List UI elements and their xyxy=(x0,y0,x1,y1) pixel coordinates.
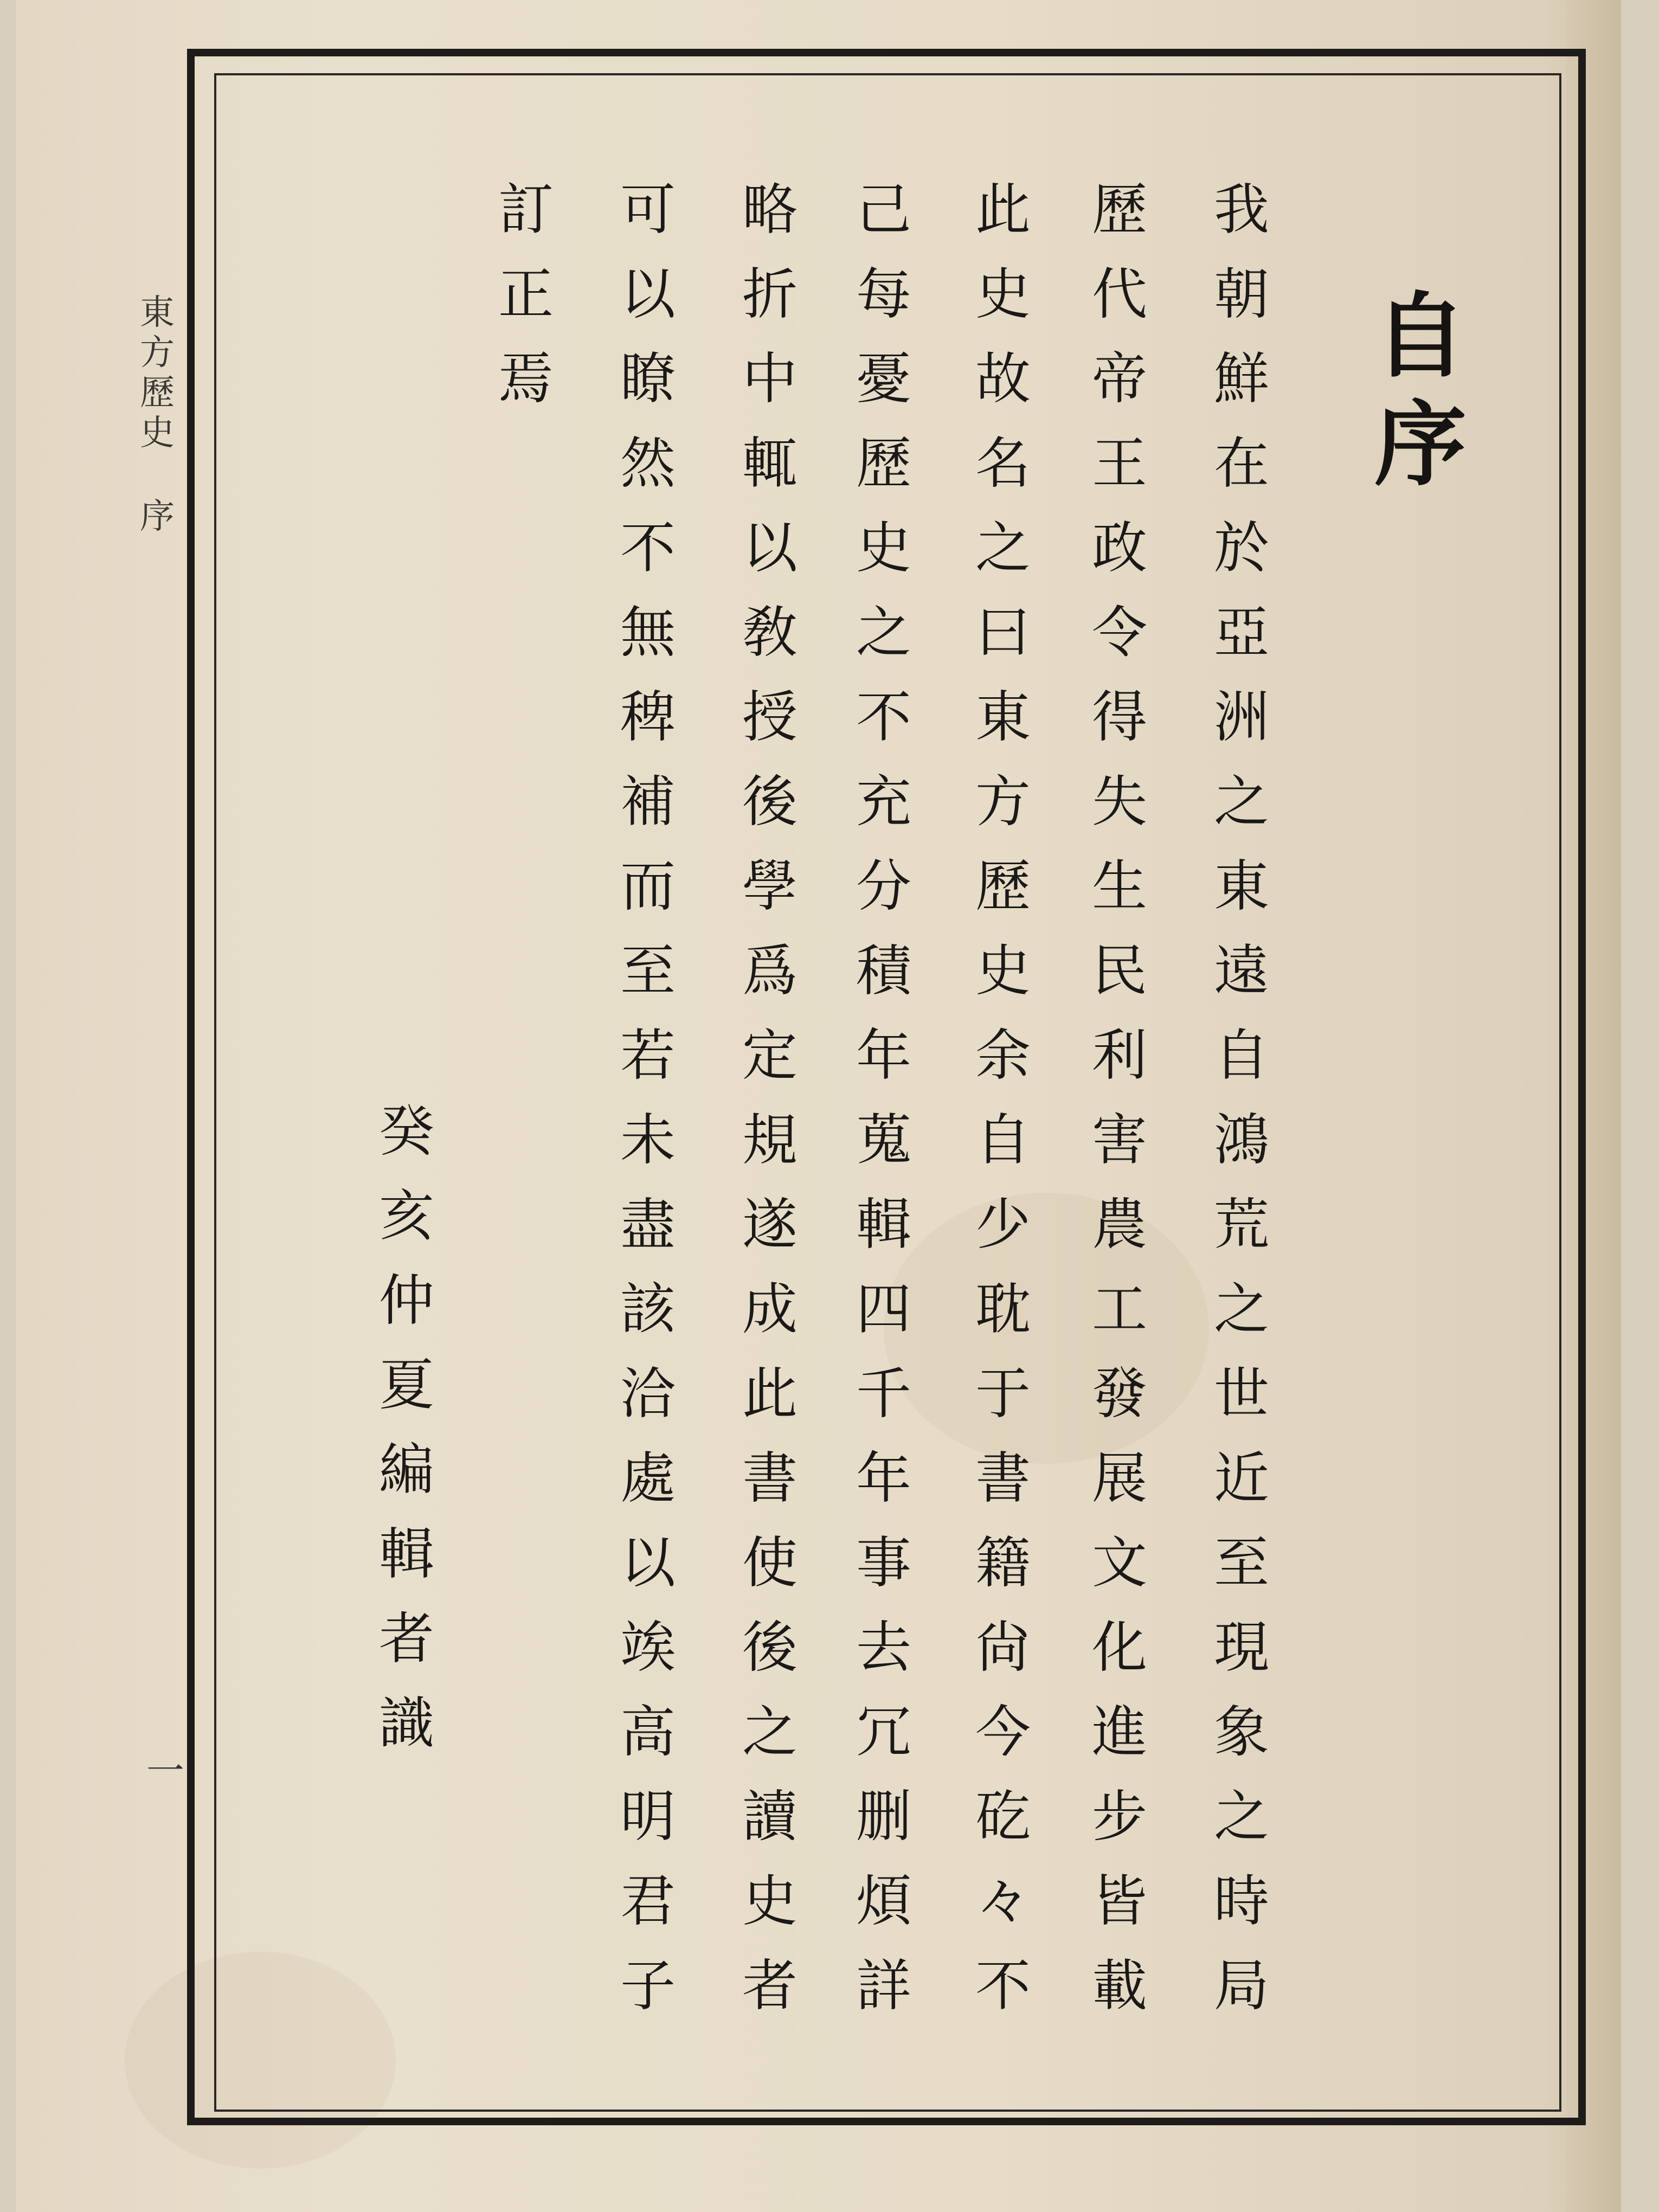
running-title-char: 東 xyxy=(140,293,175,333)
text-column-2 xyxy=(1076,168,1163,2029)
text-char: 後 xyxy=(742,770,798,834)
text-char: 我 xyxy=(1214,178,1269,242)
text-char: 工 xyxy=(1092,1277,1147,1342)
text-char: 東 xyxy=(1214,854,1269,919)
text-char: 每 xyxy=(856,262,911,327)
text-char: 史 xyxy=(742,1869,798,1934)
text-char: 以 xyxy=(742,516,798,581)
text-char: 洲 xyxy=(1214,685,1269,750)
text-char: 失 xyxy=(1092,770,1147,834)
text-column-7 xyxy=(483,168,569,422)
text-char: 年 xyxy=(856,1024,911,1088)
text-char: 耽 xyxy=(975,1277,1031,1342)
text-char: 今 xyxy=(975,1700,1031,1765)
text-char: 成 xyxy=(742,1277,798,1342)
text-char: 仲 xyxy=(379,1269,434,1333)
text-char: 方 xyxy=(975,770,1031,834)
text-char: 史 xyxy=(975,939,1031,1004)
text-char: 此 xyxy=(975,178,1031,242)
text-char: 無 xyxy=(620,601,676,665)
text-char: 史 xyxy=(975,262,1031,327)
text-char: 瞭 xyxy=(620,347,676,411)
text-char: 書 xyxy=(975,1446,1031,1511)
text-char: 不 xyxy=(856,685,911,750)
text-char: 輒 xyxy=(742,432,798,496)
text-char: 之 xyxy=(856,601,911,665)
text-char: 己 xyxy=(856,178,911,242)
text-char: 歷 xyxy=(856,432,911,496)
text-char: 曰 xyxy=(975,601,1031,665)
text-char: 明 xyxy=(620,1785,676,1849)
text-char: 折 xyxy=(742,262,798,327)
text-char: 盡 xyxy=(620,1193,676,1257)
text-char: 未 xyxy=(620,1108,676,1173)
text-char: 文 xyxy=(1092,1531,1147,1596)
text-char: 余 xyxy=(975,1024,1031,1088)
text-char: 使 xyxy=(742,1531,798,1596)
text-char: 鴻 xyxy=(1214,1108,1269,1173)
text-char: 尙 xyxy=(975,1616,1031,1680)
text-char: 自 xyxy=(1214,1024,1269,1088)
text-char: 後 xyxy=(742,1616,798,1680)
text-char: 世 xyxy=(1214,1362,1269,1426)
text-char: 故 xyxy=(975,347,1031,411)
text-char: 農 xyxy=(1092,1193,1147,1257)
running-section-label: 序 xyxy=(140,497,175,537)
signature-column xyxy=(363,1090,450,1766)
text-char: 此 xyxy=(742,1362,798,1426)
text-char: 歷 xyxy=(1092,178,1147,242)
text-char: 蒐 xyxy=(856,1108,911,1173)
text-char: 名 xyxy=(975,432,1031,496)
text-char: 不 xyxy=(975,1954,1031,2018)
text-char: 令 xyxy=(1092,601,1147,665)
text-char: 輯 xyxy=(856,1193,911,1257)
running-title-char: 方 xyxy=(140,333,175,373)
text-char: 化 xyxy=(1092,1616,1147,1680)
text-char: 訂 xyxy=(498,178,554,242)
text-char: 不 xyxy=(620,516,676,581)
text-char: 於 xyxy=(1214,516,1269,581)
text-char: 輯 xyxy=(379,1522,434,1587)
text-column-3 xyxy=(960,168,1046,2029)
text-char: 之 xyxy=(1214,1785,1269,1849)
text-char: 事 xyxy=(856,1531,911,1596)
running-title xyxy=(138,293,176,537)
text-column-5 xyxy=(726,168,813,2029)
text-char: 于 xyxy=(975,1362,1031,1426)
text-char: 竢 xyxy=(620,1616,676,1680)
text-char: 亥 xyxy=(379,1184,434,1249)
text-char: 可 xyxy=(620,178,676,242)
text-char: 子 xyxy=(620,1954,676,2018)
text-char: 四 xyxy=(856,1277,911,1342)
text-char: 略 xyxy=(742,178,798,242)
text-char: 之 xyxy=(742,1700,798,1765)
text-char: 之 xyxy=(1214,1277,1269,1342)
text-char: 正 xyxy=(498,262,554,327)
text-char: 詳 xyxy=(856,1954,911,2018)
text-char: 高 xyxy=(620,1700,676,1765)
running-title-char: 史 xyxy=(140,413,175,453)
text-char: 夏 xyxy=(379,1353,434,1418)
text-char: 分 xyxy=(856,854,911,919)
text-char: 近 xyxy=(1214,1446,1269,1511)
text-char: 少 xyxy=(975,1193,1031,1257)
text-char: 憂 xyxy=(856,347,911,411)
heading-char: 序 xyxy=(1374,390,1467,499)
text-char: 步 xyxy=(1092,1785,1147,1849)
text-char: 政 xyxy=(1092,516,1147,581)
text-char: 王 xyxy=(1092,432,1147,496)
text-char: 以 xyxy=(620,1531,676,1596)
heading-char: 自 xyxy=(1374,282,1467,390)
text-column-4 xyxy=(840,168,927,2029)
text-char: 冗 xyxy=(856,1700,911,1765)
text-char: 象 xyxy=(1214,1700,1269,1765)
text-char: 進 xyxy=(1092,1700,1147,1765)
text-char: 識 xyxy=(379,1692,434,1756)
page-number: 一 xyxy=(146,1748,184,1793)
text-column-6 xyxy=(605,168,691,2029)
text-char: 授 xyxy=(742,685,798,750)
text-char: 煩 xyxy=(856,1869,911,1934)
text-char: 至 xyxy=(620,939,676,1004)
text-char: 鮮 xyxy=(1214,347,1269,411)
text-char: 發 xyxy=(1092,1362,1147,1426)
text-char: 積 xyxy=(856,939,911,1004)
text-char: 編 xyxy=(379,1438,434,1502)
text-char: 遂 xyxy=(742,1193,798,1257)
text-char: 自 xyxy=(975,1108,1031,1173)
text-char: 君 xyxy=(620,1869,676,1934)
text-char: 癸 xyxy=(379,1099,434,1164)
text-char: 以 xyxy=(620,262,676,327)
text-char: 然 xyxy=(620,432,676,496)
text-char: 時 xyxy=(1214,1869,1269,1934)
text-char: 補 xyxy=(620,770,676,834)
text-char: 生 xyxy=(1092,854,1147,919)
text-char: 皆 xyxy=(1092,1869,1147,1934)
text-char: 而 xyxy=(620,854,676,919)
text-char: 洽 xyxy=(620,1362,676,1426)
text-char: 々 xyxy=(975,1869,1031,1934)
text-char: 代 xyxy=(1092,262,1147,327)
text-char: 朝 xyxy=(1214,262,1269,327)
text-char: 千 xyxy=(856,1362,911,1426)
text-char: 在 xyxy=(1214,432,1269,496)
text-char: 史 xyxy=(856,516,911,581)
text-char: 籍 xyxy=(975,1531,1031,1596)
text-char: 稗 xyxy=(620,685,676,750)
preface-heading xyxy=(1366,282,1475,499)
text-char: 者 xyxy=(742,1954,798,2018)
text-char: 利 xyxy=(1092,1024,1147,1088)
running-title-char: 歷 xyxy=(140,373,175,413)
text-char: 中 xyxy=(742,347,798,411)
text-char: 敎 xyxy=(742,601,798,665)
text-char: 荒 xyxy=(1214,1193,1269,1257)
text-char: 讀 xyxy=(742,1785,798,1849)
text-char: 局 xyxy=(1214,1954,1269,2018)
text-char: 删 xyxy=(856,1785,911,1849)
text-char: 展 xyxy=(1092,1446,1147,1511)
text-char: 現 xyxy=(1214,1616,1269,1680)
text-char: 得 xyxy=(1092,685,1147,750)
text-char: 亞 xyxy=(1214,601,1269,665)
text-char: 該 xyxy=(620,1277,676,1342)
text-char: 至 xyxy=(1214,1531,1269,1596)
text-char: 害 xyxy=(1092,1108,1147,1173)
text-char: 帝 xyxy=(1092,347,1147,411)
text-char: 處 xyxy=(620,1446,676,1511)
text-column-1 xyxy=(1198,168,1285,2029)
text-char: 之 xyxy=(975,516,1031,581)
text-char: 矻 xyxy=(975,1785,1031,1849)
text-char: 去 xyxy=(856,1616,911,1680)
text-char: 若 xyxy=(620,1024,676,1088)
text-char: 者 xyxy=(379,1607,434,1671)
text-char: 民 xyxy=(1092,939,1147,1004)
text-char: 年 xyxy=(856,1446,911,1511)
text-char: 書 xyxy=(742,1446,798,1511)
text-char: 之 xyxy=(1214,770,1269,834)
text-char: 規 xyxy=(742,1108,798,1173)
text-char: 東 xyxy=(975,685,1031,750)
text-char: 歷 xyxy=(975,854,1031,919)
text-char: 充 xyxy=(856,770,911,834)
text-char: 載 xyxy=(1092,1954,1147,2018)
text-char: 遠 xyxy=(1214,939,1269,1004)
text-char: 焉 xyxy=(498,347,554,411)
text-char: 爲 xyxy=(742,939,798,1004)
text-char: 定 xyxy=(742,1024,798,1088)
text-char: 學 xyxy=(742,854,798,919)
